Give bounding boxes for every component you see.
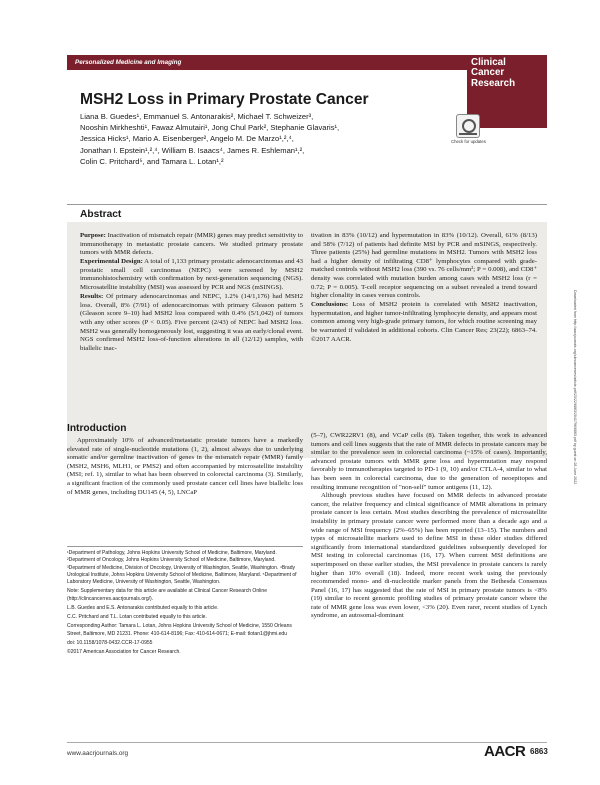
- body-left-column: [67, 437, 303, 497]
- abstract-text: Loss of MSH2 protein is correlated with MSH2 inactivation, hypermutation, and higher tumor-infiltrating lymphocyte density, and appears most common among very high-grade primary tumors, for which routine screening may be warranted if validated in additional cohorts. Clin Cancer Res; 23(22); 6863–74. ©2017 AACR.: [311, 301, 538, 343]
- divider: [67, 204, 547, 205]
- download-notice-text: Downloaded from http://aacrjournals.org/clincancerres/article-pdf/23/22/6863/2041796/6863.pdf by guest on 28 June 2022: [573, 290, 577, 485]
- journal-url[interactable]: www.aacrjournals.org: [67, 750, 129, 757]
- introduction-heading: Introduction: [67, 423, 127, 434]
- abstract-design: [80, 258, 303, 292]
- abstract-label: Results:: [80, 293, 104, 301]
- doi: doi: 10.1158/1078-0432.CCR-17-0955: [67, 639, 153, 646]
- corresponding-author: Corresponding Author: Tamara L. Lotan, Johns Hopkins University School of Medicine, 1550 Orleans Street, Baltimore, MD 21231. Phone: 410-614-8196; Fax: 410-614-0671; E-mail: tlotan1@jhmi.edu: [67, 623, 292, 637]
- abstract-results: [80, 293, 303, 353]
- body-paragraph: (5–7), CWR22RV1 (8), and VCaP cells (8). Taken together, this work in advanced tumors and cell lines suggests that the rate of MMR defects in prostate cancers may be similar to the prevalence seen in colorectal carcinoma (~15% of cases). Importantly, advanced prostate tumors with MMR gene loss and hypermutation may respond favorably to immunotherapies targeted to PD-1 (9, 10) and/or CTLA-4, similar to what has been seen in colorectal carcinoma, due to the generation of neoepitopes and resulting immune recognition of "non-self" tumor antigens (11, 12).: [311, 432, 547, 491]
- article-title: MSH2 Loss in Primary Prostate Cancer: [80, 91, 369, 108]
- author-line: Liana B. Guedes¹, Emmanuel S. Antonarakis², Michael T. Schweizer³,: [80, 112, 314, 121]
- download-notice: [569, 290, 579, 590]
- abstract-conclusions: [311, 301, 537, 344]
- abstract-text: Of primary adenocarcinomas and NEPC, 1.2% (14/1,176) had MSH2 loss. Overall, 8% (7/91) of adenocarcinomas with primary Gleason pattern 5 (Gleason score 9–10) had MSH2 loss compared with 0.4% (5/1,042) of tumors with any other scores (P < 0.05). Five percent (2/43) of NEPC had MSH2 loss. MSH2 was generally homogeneously lost, suggesting it was an early/clonal event. NGS confirmed MSH2 loss-of-function alterations in all (12/12) samples, with biallelic inac-: [80, 293, 303, 352]
- divider: [67, 546, 303, 547]
- abstract-text: tivation in 83% (10/12) and hypermutation in 83% (10/12). Overall, 61% (8/13) and 58% (7/12) of patients had definite MSI by PCR and mSINGS, respectively. Three patients (25%) had germline mutations in MSH2. Tumors with MSH2 loss had a higher density of infiltrating CD8⁺ lymphocytes compared with grade-matched controls without MSH2 loss (390 vs. 76 cells/mm²; P = 0.008), and CD8⁺ density was correlated with mutation burden among cases with MSH2 loss (r = 0.72; P = 0.005). T-cell receptor sequencing on a subset revealed a trend toward higher clonality in cases versus controls.: [311, 232, 537, 300]
- page-number: 6863: [530, 747, 548, 756]
- abstract-purpose: [80, 232, 303, 258]
- author-line: Colin C. Pritchard⁵, and Tamara L. Lotan¹,²: [80, 156, 224, 166]
- equal-contribution-note: C.C. Pritchard and T.L. Lotan contributed equally to this article.: [67, 614, 207, 620]
- author-list: [80, 111, 420, 167]
- section-banner: [67, 55, 467, 70]
- footnotes: [67, 550, 303, 658]
- body-paragraph: Approximately 10% of advanced/metastatic prostate tumors have a markedly elevated rate of single-nucleotide mutations (1, 2), almost always due to underlying somatic and/or germline inactivation of genes in the mismatch repair (MMR) family (MSH2, MSH6, MLH1, or PMS2) and often accompanied by microsatellite instability (MSI; ref. 1), similar to what has been observed in colorectal carcinoma (3). Similarly, a significant fraction of the commonly used prostate cancer cell lines have biallelic loss of MMR genes, including DU145 (4, 5), LNCaP: [67, 437, 303, 496]
- abstract-heading: Abstract: [80, 209, 122, 220]
- affiliations: ¹Department of Pathology, Johns Hopkins University School of Medicine, Baltimore, Maryland. ²Department of Oncology, Johns Hopkins University School of Medicine, Baltimore, Maryland. ³Department of Medicine, Division of Oncology, University of Washington, Seattle, Washington. ⁴Brady Urological Institute, Johns Hopkins University School of Medicine, Baltimore, Maryland. ⁵Department of Laboratory Medicine, University of Washington, Seattle, Washington.: [67, 550, 297, 585]
- body-right-column: [311, 432, 547, 621]
- supplementary-note: Note: Supplementary data for this article are available at Clinical Cancer Research Online (http://clincancerres.aacrjournals.org/).: [67, 588, 268, 602]
- abstract-label: Purpose:: [80, 232, 106, 239]
- author-line: Jessica Hicks¹, Mario A. Eisenberger², Angelo M. De Marzo¹,²,⁴,: [80, 134, 294, 144]
- journal-name: Clinical Cancer Research: [471, 57, 516, 89]
- abstract-label: Conclusions:: [311, 301, 349, 309]
- author-line: Nooshin Mirkheshti¹, Fawaz Almutairi¹, Jong Chul Park², Stephanie Glavaris¹,: [80, 123, 340, 133]
- abstract-text: A total of 1,133 primary prostatic adenocarcinomas and 43 prostatic small cell carcinomas (NEPC) were screened by MSH2 immunohistochemistry with confirmation by next-generation sequencing (NGS). Microsatellite instability (MSI) was assessed by PCR and NGS (mSINGS).: [80, 258, 303, 292]
- abstract-results-cont: [311, 232, 537, 301]
- abstract-right-column: [311, 232, 537, 344]
- abstract-label: Experimental Design:: [80, 258, 143, 266]
- divider: [67, 742, 547, 743]
- copyright: ©2017 American Association for Cancer Research.: [67, 649, 181, 655]
- aacr-logo: AACR: [484, 743, 526, 760]
- check-for-updates-label: Check for updates: [451, 139, 486, 144]
- abstract-text: Inactivation of mismatch repair (MMR) genes may predict sensitivity to immunotherapy in metastatic prostate cancers. We studied primary prostate tumors with MMR defects.: [80, 232, 304, 257]
- body-paragraph: Although previous studies have focused on MMR defects in advanced prostate cancer, the relative frequency and clinical significance of MMR alterations in primary prostate cancer is less certain. Most studies describing the prevalence of microsatellite instability in primary prostate cancer were performed more than a decade ago and a wide range of MSI frequency (2%–65%) has been reported (13–15). The numbers and types of microsatellite markers used to define MSI in these older studies differed significantly from international standardized guidelines subsequently developed for MSI testing in colorectal carcinomas (16, 17). When current MSI definitions are superimposed on these earlier studies, the MSI prevalence in prostate cancers is rarely higher than 10% overall (18). Indeed, more recent work using the previously recommended mono- and di-nucleotide marker panels from the Bethesda Consensus Panel (16, 17) has suggested that the rate of MSI in primary prostate tumors is <8% (19) similar to recent genomic profiling studies of primary prostate cancer where the rate of MMR gene loss was even lower, <3% (20). Even rarer, recent studies of Lynch syndrome, an autosomal-dominant: [311, 492, 547, 620]
- author-line: Jonathan I. Epstein¹,²,⁴, William B. Isaacs⁴, James R. Eshleman¹,²,: [80, 145, 305, 155]
- equal-contribution-note: L.B. Guedes and E.S. Antonarakis contributed equally to this article.: [67, 604, 219, 611]
- abstract-left-column: [80, 232, 303, 353]
- section-label: Personalized Medicine and Imaging: [75, 59, 182, 66]
- check-for-updates-icon[interactable]: [456, 114, 480, 138]
